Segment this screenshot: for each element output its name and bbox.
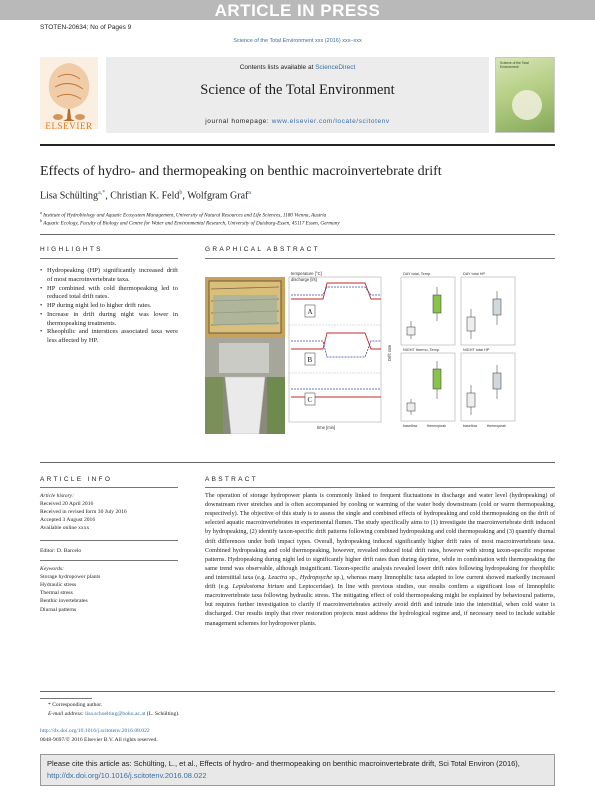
author-name: Lisa Schülting (40, 190, 99, 202)
history-entry: Received in revised form 30 July 2016 (40, 509, 127, 516)
paper-title: Effects of hydro- and thermopeaking on benthic macroinvertebrate drift (40, 164, 442, 179)
history-entry: Accepted 3 August 2016 (40, 517, 96, 524)
highlight-item: • Increase in drift during night was lower in thermopeaking treatments. (40, 311, 178, 329)
article-history-label: Article history: (40, 493, 75, 499)
abstract-text: sp., (287, 574, 300, 581)
flume-photo (205, 277, 285, 434)
taxon-name: Leuctra (268, 574, 288, 581)
keyword: Hydraulic stress (40, 582, 77, 589)
affiliation-text: Aquatic Ecology, Faculty of Biology and Centre for Water and Environmental Research, University of Duisburg-Essen, 45117 Essen, Germany (43, 220, 340, 227)
homepage-prefix: journal homepage: (205, 118, 272, 125)
article-code: STOTEN-20634; No of Pages 9 (40, 24, 132, 31)
abstract-text: sp.), whereas many limnophilic taxa adapted to low current showed markedly increased drift (e.g. (205, 574, 556, 591)
journal-header (106, 57, 489, 133)
keywords-label: Keywords: (40, 566, 65, 572)
boxplot-grid (387, 272, 515, 428)
highlights-list (40, 267, 178, 346)
editor-rule (40, 560, 178, 561)
panel-label-c: C (307, 396, 313, 404)
boxplot-title: DAY total HP (463, 272, 486, 276)
author-list (40, 190, 555, 201)
cover-title: Science of the Total Environment (500, 61, 529, 69)
highlight-item: • Rheophilic and interstices associated taxa were less affected by HP. (40, 328, 178, 346)
elsevier-tree-logo (40, 57, 98, 129)
article-history (40, 492, 127, 533)
keyword: Thermal stress (40, 590, 73, 597)
keyword: Diurnal patterns (40, 606, 77, 613)
x-category-label: baseflow (403, 424, 418, 428)
journal-homepage-line (106, 118, 489, 125)
legend-temperature: temperature [°C] (291, 271, 322, 276)
editor-line: Editor: D. Barcelo (40, 548, 82, 554)
author-name: Wolfgram Graf (187, 190, 249, 202)
citation-doi-link[interactable]: http://dx.doi.org/10.1016/j.scitotenv.2016.08.022 (47, 770, 207, 780)
author-affiliation-mark[interactable]: a (248, 190, 252, 196)
highlight-item: • HP combined with cold thermopeaking led to reduced total drift rates. (40, 285, 178, 303)
history-entry: Received 20 April 2016 (40, 501, 94, 508)
affiliation (40, 218, 555, 227)
email-label: E-mail address: (48, 711, 86, 717)
article-info-heading: ARTICLE INFO (40, 476, 113, 483)
article-in-press-banner (0, 0, 595, 20)
legend-discharge: discharge [l/s] (291, 277, 317, 282)
affiliation-text: Institute of Hydrobiology and Aquatic Ecosystem Management, University of Natural Resources and Life Sciences, 1180 Vienna, Austria (43, 212, 327, 219)
graphical-abstract-figure[interactable] (205, 269, 520, 434)
citation-box (40, 754, 555, 786)
journal-cover (495, 57, 555, 133)
doi-text[interactable]: http://dx.doi.org/10.1016/j.scitotenv.2016.08.022 (40, 728, 150, 734)
affiliation-mark: b (40, 218, 42, 223)
section-divider (40, 462, 555, 463)
highlight-item: • Hydropeaking (HP) significantly increased drift of most macroinvertebrate taxa. (40, 267, 178, 285)
issn-line: 0048-9697/© 2016 Elsevier B.V. All rights reserved. (40, 737, 158, 743)
author-separator: , (182, 190, 188, 202)
graphical-abstract-rule (205, 258, 555, 259)
article-info-rule (40, 487, 178, 488)
sciencedirect-link[interactable]: ScienceDirect (315, 64, 356, 71)
history-entry: Available online xxxx (40, 525, 90, 532)
keyword: Benthic invertebrates (40, 598, 88, 605)
abstract-body (205, 492, 555, 629)
panel-label-b: B (307, 356, 313, 364)
header-divider (40, 144, 555, 146)
keywords (40, 565, 100, 614)
abstract-heading: ABSTRACT (205, 476, 259, 483)
contents-prefix: Contents lists available at (239, 64, 316, 71)
highlight-item: • HP during night led to higher drift rates. (40, 302, 178, 311)
boxplot-title: NIGHT total HP (463, 348, 490, 352)
graphical-abstract-heading: GRAPHICAL ABSTRACT (205, 246, 320, 253)
abstract-text: and Leptoceridae). In line with previous studies, our results confirm a significant loss of limnophilic macroinvertebrate taxa following hydraulic stress. The mitigating effect of cold thermopeaking might be explained by behavioural patterns, but requires further investigation to clarify if macroinvertebrates actively avoid drift and intrude into the interstitial, when cold water is discharged. Our results imply that river restoration projects must address the hydrological regime and, if necessary need to include suitable management schemes for hydropower plants. (205, 584, 555, 627)
author-affiliation-mark[interactable]: b (179, 190, 183, 196)
abstract-rule (205, 487, 555, 488)
email-suffix: (L. Schülting). (145, 711, 180, 717)
history-rule (40, 540, 178, 541)
x-category-label: thermopeak (487, 424, 506, 428)
article-in-press-label: ARTICLE IN PRESS (214, 1, 381, 20)
taxon-name: Hydropsyche (299, 574, 332, 581)
x-category-label: baseflow (463, 424, 478, 428)
citation-text: Please cite this article as: Schülting, L., et al., Effects of hydro- and thermopeaking on benthic macroinvertebrate drift, Sci Total Environ (2016), (47, 759, 520, 768)
author-affiliation-mark[interactable]: a,* (98, 190, 106, 196)
keyword: Storage hydropower plants (40, 574, 101, 581)
abstract-bottom-rule (40, 691, 555, 692)
email-note (48, 711, 180, 717)
highlights-rule (40, 258, 178, 259)
highlights-heading: HIGHLIGHTS (40, 246, 103, 253)
drift-rate-axis-label: Drift rate (387, 344, 392, 361)
time-series-panel (289, 271, 381, 430)
cover-globe (512, 90, 542, 120)
journal-title: Science of the Total Environment (200, 82, 395, 98)
affiliation-divider (40, 234, 555, 235)
boxplot-title: DAY total, Temp. (403, 272, 432, 276)
corresponding-author-note: * Corresponding author. (48, 702, 103, 708)
affiliation-mark: a (40, 210, 42, 215)
contents-line (106, 64, 489, 71)
abstract-text: The operation of storage hydropower plants is commonly linked to frequent fluctuations in discharge and water level (hydropeaking) of downstream river stretches and is often accompanied by cooling or warming of the water body downstream (cold or warm thermopeaking, respectively). The objective of this study is to assess the single and combined effects of hydropeaking and cold thermopeaking on the drift of selected aquatic macroinvertebrates in experimental flumes. The study specifically aims to (1) investigate the macroinvertebrate drift induced by hydropeaking, (2) identify taxon-specific drift patterns following combined hydropeaking and cold thermopeaking and (3) quantify diurnal drift differences under both impact types. Overall, hydropeaking induced significantly higher drift rates of most macroinvertebrate taxa. Combined hydropeaking and cold thermopeaking, however, revealed reduced total drift rates, however with strong taxon-specific response patterns. Hydropeaking during night led to significantly higher drift rates than during daytime, while in combination with thermopeaking the same trend was observable, although insignificant. Taxon-specific analysis revealed lower drift rates following hydropeaking for rheophilic and interstitial taxa (e.g. (205, 493, 555, 581)
author-name: Christian K. Feld (110, 190, 180, 202)
journal-citation-line[interactable]: Science of the Total Environment xxx (2016) xxx–xxx (233, 38, 362, 44)
doi-link[interactable] (40, 728, 150, 734)
taxon-name: Lepidostoma hirtum (232, 584, 284, 591)
author-separator: , (105, 190, 111, 202)
x-category-label: thermopeak (427, 424, 446, 428)
boxplot-title: NIGHT thermo, Temp. (403, 348, 440, 352)
time-axis-label: time [min] (317, 425, 336, 430)
panel-label-a: A (307, 308, 313, 316)
elsevier-wordmark: ELSEVIER (45, 121, 93, 131)
homepage-link[interactable]: www.elsevier.com/locate/scitotenv (271, 118, 390, 125)
author-email-link[interactable]: lisa.schuelting@boku.ac.at (85, 711, 146, 717)
footnote-rule (40, 698, 92, 699)
